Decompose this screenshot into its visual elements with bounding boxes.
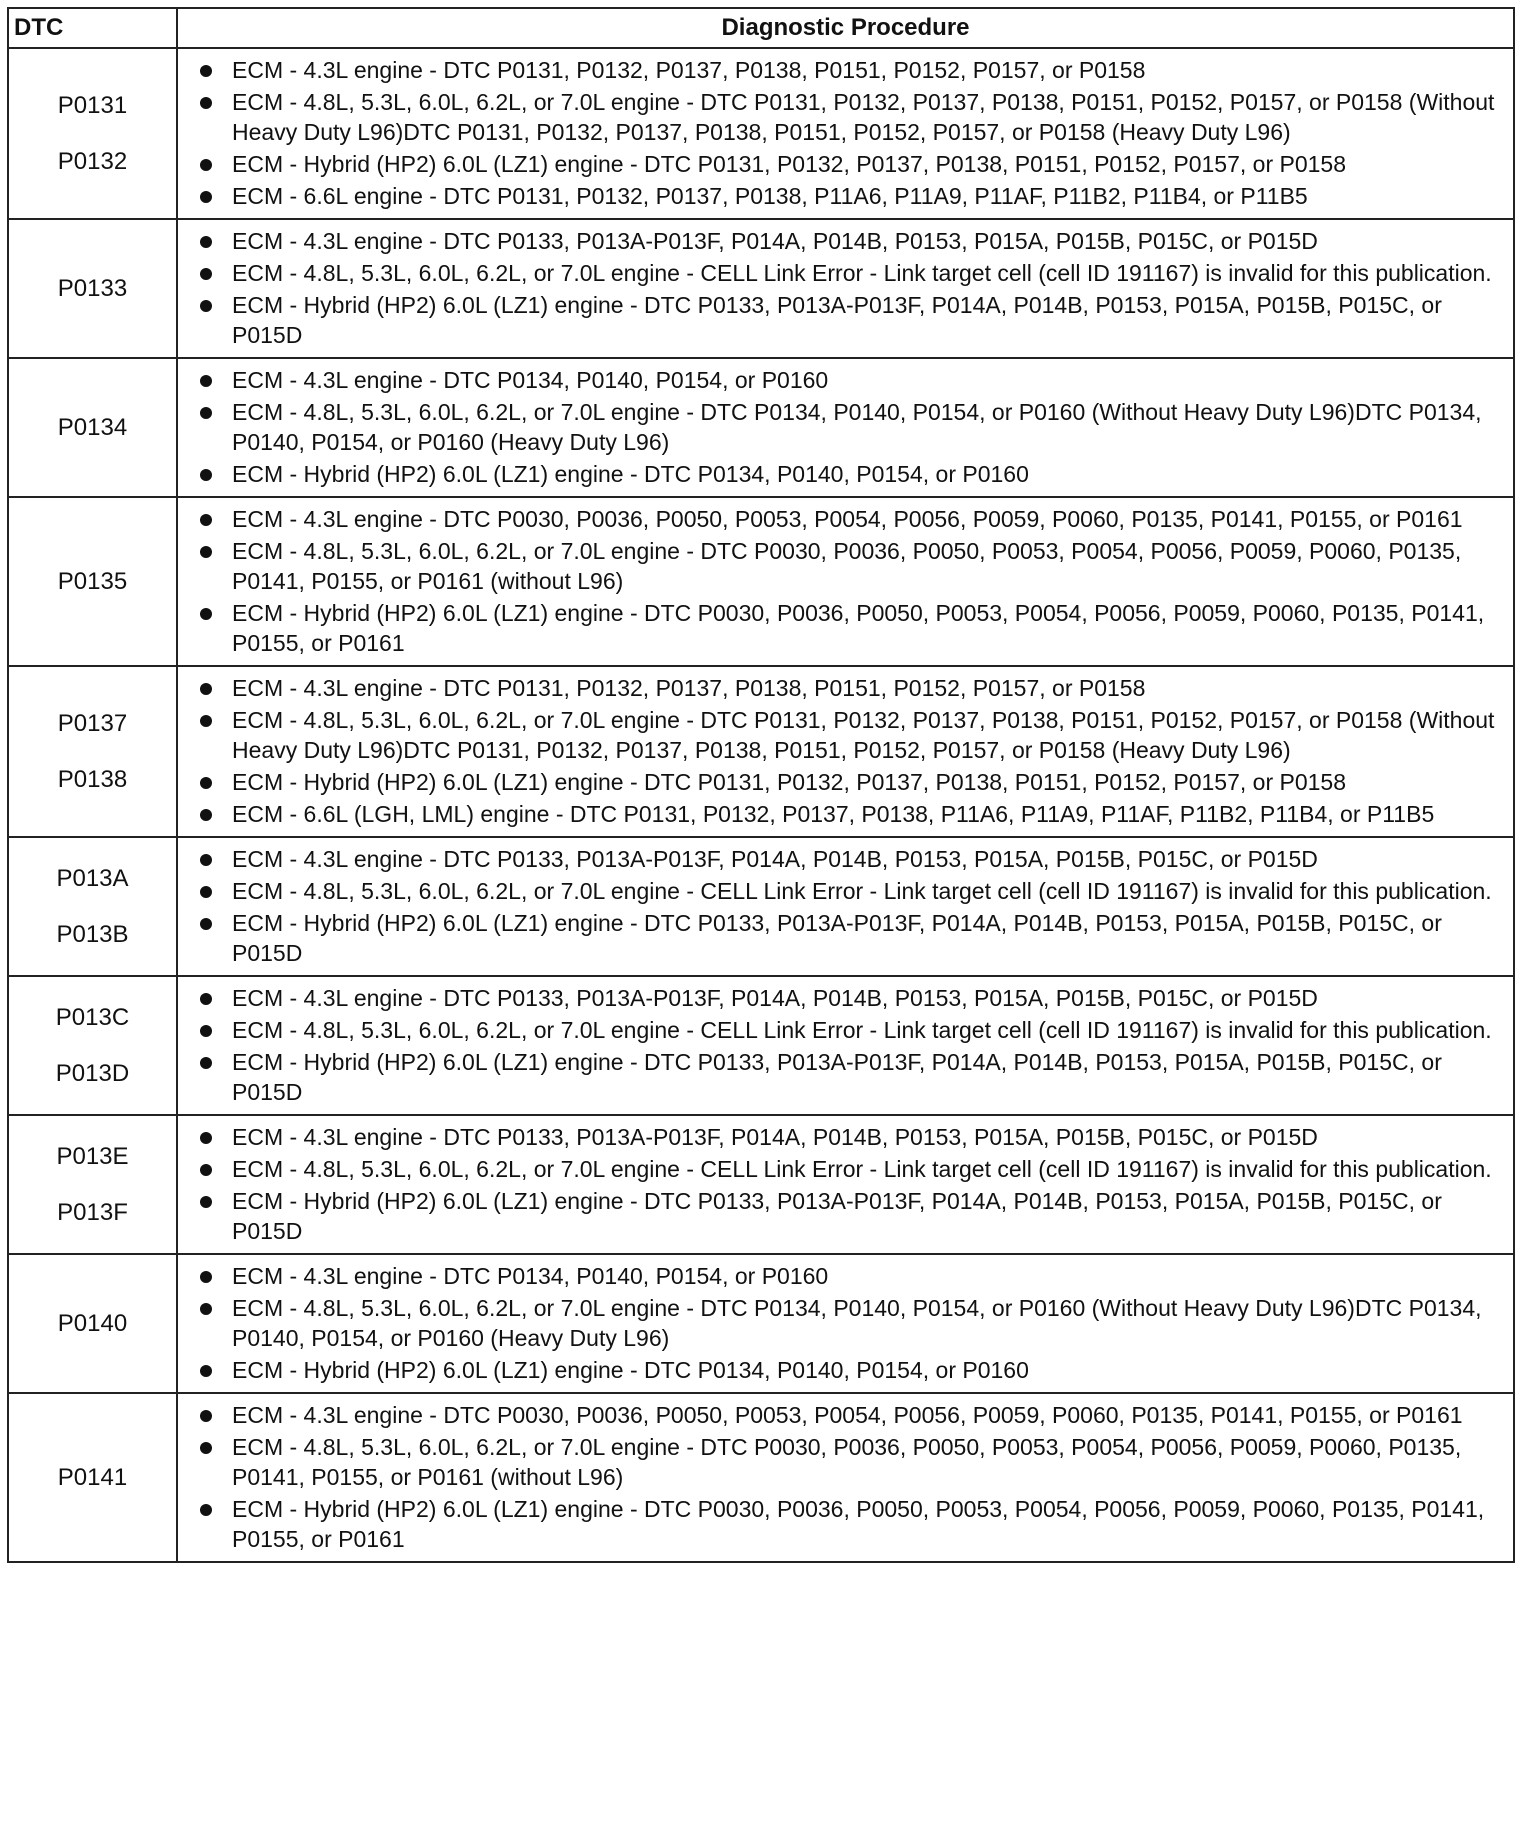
procedure-item: ECM - 6.6L engine - DTC P0131, P0132, P0137, P0138, P11A6, P11A9, P11AF, P11B2, P11B4, or P11B5: [200, 181, 1501, 211]
procedure-list: [200, 844, 1501, 968]
procedure-item: ECM - 4.3L engine - DTC P0133, P013A-P013F, P014A, P014B, P0153, P015A, P015B, P015C, or P015D: [200, 983, 1501, 1013]
dtc-cell: [8, 48, 177, 219]
dtc-code: P0133: [57, 274, 128, 302]
procedure-item: ECM - 4.3L engine - DTC P0134, P0140, P0154, or P0160: [200, 1261, 1501, 1291]
dtc-code: P0132: [57, 147, 128, 175]
dtc-code: P0131: [57, 91, 128, 119]
table-row: [8, 1115, 1514, 1254]
procedure-item: ECM - 4.8L, 5.3L, 6.0L, 6.2L, or 7.0L engine - CELL Link Error - Link target cell (cell ID 191167) is invalid for this publication.: [200, 876, 1501, 906]
dtc-code: P0134: [57, 413, 128, 441]
procedure-item: ECM - 4.8L, 5.3L, 6.0L, 6.2L, or 7.0L engine - CELL Link Error - Link target cell (cell ID 191167) is invalid for this publication.: [200, 1015, 1501, 1045]
procedure-item: ECM - Hybrid (HP2) 6.0L (LZ1) engine - DTC P0134, P0140, P0154, or P0160: [200, 459, 1501, 489]
procedure-item: ECM - Hybrid (HP2) 6.0L (LZ1) engine - DTC P0131, P0132, P0137, P0138, P0151, P0152, P0157, or P0158: [200, 149, 1501, 179]
column-header-procedure: Diagnostic Procedure: [177, 8, 1514, 48]
table-header-row: [8, 8, 1514, 48]
procedure-item: ECM - 4.8L, 5.3L, 6.0L, 6.2L, or 7.0L engine - DTC P0131, P0132, P0137, P0138, P0151, P0152, P0157, or P0158 (Without Heavy Duty L96)DTC P0131, P0132, P0137, P0138, P0151, P0152, P0157, or P0158 (Heavy Duty L96): [200, 87, 1501, 147]
procedure-item: ECM - 4.3L engine - DTC P0133, P013A-P013F, P014A, P014B, P0153, P015A, P015B, P015C, or P015D: [200, 844, 1501, 874]
dtc-cell: [8, 1254, 177, 1393]
procedure-item: ECM - 4.3L engine - DTC P0030, P0036, P0050, P0053, P0054, P0056, P0059, P0060, P0135, P0141, P0155, or P0161: [200, 1400, 1501, 1430]
procedure-list: [200, 1400, 1501, 1554]
procedure-item: ECM - Hybrid (HP2) 6.0L (LZ1) engine - DTC P0133, P013A-P013F, P014A, P014B, P0153, P015A, P015B, P015C, or P015D: [200, 290, 1501, 350]
dtc-code: P0141: [57, 1463, 128, 1491]
procedure-item: ECM - 6.6L (LGH, LML) engine - DTC P0131, P0132, P0137, P0138, P11A6, P11A9, P11AF, P11B2, P11B4, or P11B5: [200, 799, 1501, 829]
procedure-item: ECM - 4.8L, 5.3L, 6.0L, 6.2L, or 7.0L engine - DTC P0030, P0036, P0050, P0053, P0054, P0056, P0059, P0060, P0135, P0141, P0155, or P0161 (without L96): [200, 1432, 1501, 1492]
procedure-cell: [177, 837, 1514, 976]
procedure-item: ECM - 4.8L, 5.3L, 6.0L, 6.2L, or 7.0L engine - CELL Link Error - Link target cell (cell ID 191167) is invalid for this publication.: [200, 258, 1501, 288]
dtc-code: P013D: [55, 1059, 130, 1087]
dtc-cell: [8, 1115, 177, 1254]
procedure-item: ECM - 4.3L engine - DTC P0133, P013A-P013F, P014A, P014B, P0153, P015A, P015B, P015C, or P015D: [200, 1122, 1501, 1152]
procedure-list: [200, 226, 1501, 350]
table-row: [8, 1254, 1514, 1393]
dtc-cell: [8, 358, 177, 497]
dtc-code: P0140: [57, 1309, 128, 1337]
procedure-cell: [177, 976, 1514, 1115]
procedure-item: ECM - 4.8L, 5.3L, 6.0L, 6.2L, or 7.0L engine - DTC P0134, P0140, P0154, or P0160 (Without Heavy Duty L96)DTC P0134, P0140, P0154, or P0160 (Heavy Duty L96): [200, 397, 1501, 457]
table-row: [8, 219, 1514, 358]
dtc-code: P0138: [57, 765, 128, 793]
procedure-item: ECM - Hybrid (HP2) 6.0L (LZ1) engine - DTC P0030, P0036, P0050, P0053, P0054, P0056, P0059, P0060, P0135, P0141, P0155, or P0161: [200, 598, 1501, 658]
table-row: [8, 837, 1514, 976]
dtc-cell: [8, 837, 177, 976]
procedure-cell: [177, 1393, 1514, 1562]
procedure-cell: [177, 666, 1514, 837]
dtc-code: P0135: [57, 567, 128, 595]
table-row: [8, 1393, 1514, 1562]
procedure-cell: [177, 358, 1514, 497]
procedure-item: ECM - Hybrid (HP2) 6.0L (LZ1) engine - DTC P0133, P013A-P013F, P014A, P014B, P0153, P015A, P015B, P015C, or P015D: [200, 908, 1501, 968]
procedure-item: ECM - 4.3L engine - DTC P0131, P0132, P0137, P0138, P0151, P0152, P0157, or P0158: [200, 673, 1501, 703]
procedure-item: ECM - Hybrid (HP2) 6.0L (LZ1) engine - DTC P0133, P013A-P013F, P014A, P014B, P0153, P015A, P015B, P015C, or P015D: [200, 1047, 1501, 1107]
dtc-cell: [8, 666, 177, 837]
procedure-list: [200, 55, 1501, 211]
dtc-cell: [8, 497, 177, 666]
procedure-item: ECM - Hybrid (HP2) 6.0L (LZ1) engine - DTC P0131, P0132, P0137, P0138, P0151, P0152, P0157, or P0158: [200, 767, 1501, 797]
procedure-list: [200, 504, 1501, 658]
table-row: [8, 358, 1514, 497]
procedure-cell: [177, 48, 1514, 219]
procedure-list: [200, 1261, 1501, 1385]
table-row: [8, 666, 1514, 837]
dtc-code: P013F: [57, 1198, 128, 1226]
procedure-item: ECM - 4.3L engine - DTC P0131, P0132, P0137, P0138, P0151, P0152, P0157, or P0158: [200, 55, 1501, 85]
procedure-list: [200, 983, 1501, 1107]
dtc-cell: [8, 219, 177, 358]
dtc-cell: [8, 1393, 177, 1562]
procedure-item: ECM - Hybrid (HP2) 6.0L (LZ1) engine - DTC P0030, P0036, P0050, P0053, P0054, P0056, P0059, P0060, P0135, P0141, P0155, or P0161: [200, 1494, 1501, 1554]
procedure-list: [200, 365, 1501, 489]
procedure-item: ECM - 4.8L, 5.3L, 6.0L, 6.2L, or 7.0L engine - DTC P0030, P0036, P0050, P0053, P0054, P0056, P0059, P0060, P0135, P0141, P0155, or P0161 (without L96): [200, 536, 1501, 596]
procedure-item: ECM - 4.3L engine - DTC P0134, P0140, P0154, or P0160: [200, 365, 1501, 395]
dtc-cell: [8, 976, 177, 1115]
column-header-dtc: DTC: [8, 8, 177, 48]
table-row: [8, 48, 1514, 219]
procedure-list: [200, 1122, 1501, 1246]
procedure-item: ECM - 4.8L, 5.3L, 6.0L, 6.2L, or 7.0L engine - DTC P0134, P0140, P0154, or P0160 (Without Heavy Duty L96)DTC P0134, P0140, P0154, or P0160 (Heavy Duty L96): [200, 1293, 1501, 1353]
procedure-item: ECM - Hybrid (HP2) 6.0L (LZ1) engine - DTC P0133, P013A-P013F, P014A, P014B, P0153, P015A, P015B, P015C, or P015D: [200, 1186, 1501, 1246]
table-row: [8, 497, 1514, 666]
dtc-code: P0137: [57, 709, 128, 737]
procedure-item: ECM - 4.8L, 5.3L, 6.0L, 6.2L, or 7.0L engine - DTC P0131, P0132, P0137, P0138, P0151, P0152, P0157, or P0158 (Without Heavy Duty L96)DTC P0131, P0132, P0137, P0138, P0151, P0152, P0157, or P0158 (Heavy Duty L96): [200, 705, 1501, 765]
dtc-code: P013A: [56, 864, 129, 892]
dtc-code: P013C: [55, 1003, 130, 1031]
procedure-item: ECM - Hybrid (HP2) 6.0L (LZ1) engine - DTC P0134, P0140, P0154, or P0160: [200, 1355, 1501, 1385]
dtc-code: P013B: [56, 920, 129, 948]
procedure-item: ECM - 4.8L, 5.3L, 6.0L, 6.2L, or 7.0L engine - CELL Link Error - Link target cell (cell ID 191167) is invalid for this publication.: [200, 1154, 1501, 1184]
dtc-code: P013E: [56, 1142, 129, 1170]
procedure-cell: [177, 497, 1514, 666]
procedure-cell: [177, 1115, 1514, 1254]
dtc-procedure-table: [7, 7, 1515, 1563]
procedure-item: ECM - 4.3L engine - DTC P0030, P0036, P0050, P0053, P0054, P0056, P0059, P0060, P0135, P0141, P0155, or P0161: [200, 504, 1501, 534]
procedure-cell: [177, 1254, 1514, 1393]
procedure-list: [200, 673, 1501, 829]
procedure-item: ECM - 4.3L engine - DTC P0133, P013A-P013F, P014A, P014B, P0153, P015A, P015B, P015C, or P015D: [200, 226, 1501, 256]
table-row: [8, 976, 1514, 1115]
procedure-cell: [177, 219, 1514, 358]
table-body: [8, 48, 1514, 1562]
